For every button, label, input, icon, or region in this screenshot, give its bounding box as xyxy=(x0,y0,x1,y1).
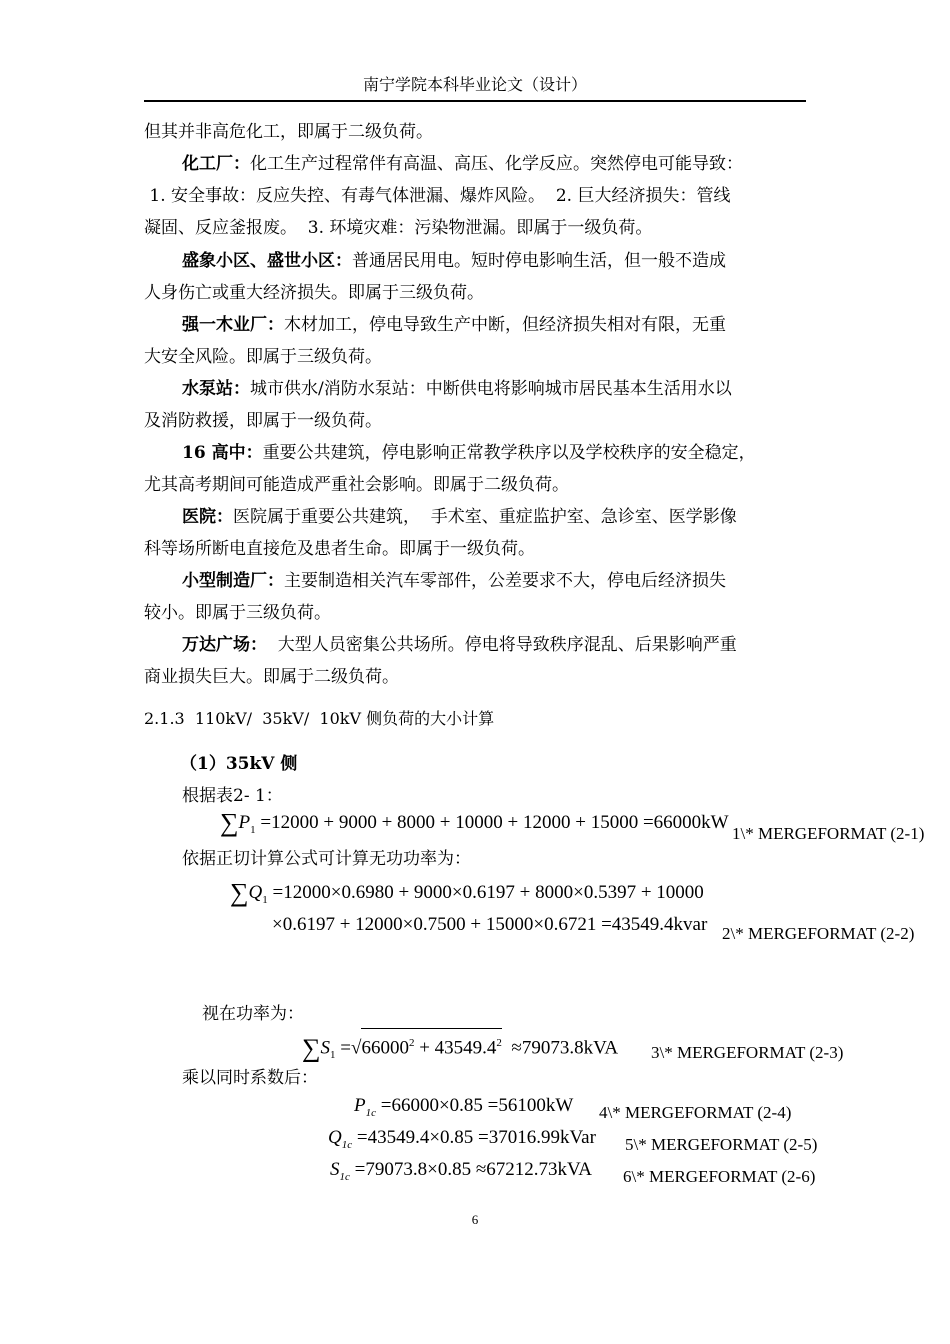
equation-2-5: $Q_{1c} =43549.4\times 0.85$ =37016.99kVar xyxy=(328,1127,596,1151)
paragraph-title: 水泵站： xyxy=(182,379,250,399)
paragraph-text: 科等场所断电直接危及患者生命。即属于一级负荷。 xyxy=(144,539,535,559)
paragraph-text: 人身伤亡或重大经济损失。即属于三级负荷。 xyxy=(144,283,484,303)
sub-heading: （1）35kV 侧 xyxy=(180,754,298,774)
equation-2-2: $\sum Q_1 =12000\times 0.6980 + 9000\times 0.6197 + 8000\times 0.5397 + 10000$ xyxy=(230,878,704,907)
paragraph-text: 1. 安全事故：反应失控、有毒气体泄漏、爆炸风险。 2. 巨大经济损失：管线 xyxy=(144,186,731,206)
paragraph-residential xyxy=(182,245,862,277)
paragraph-pump-station xyxy=(182,373,862,405)
paragraph-hospital xyxy=(182,501,862,533)
equation-2-1: $\sum P_1 =12000 + 9000 + 8000 + 10000 + 12000 + 15000 =66000kW$ xyxy=(220,808,729,837)
equation-2-4: $P_{1c} =66000\times 0.85 =56100kW$ xyxy=(354,1095,574,1119)
paragraph-text: 商业损失巨大。即属于二级负荷。 xyxy=(144,667,399,687)
paragraph-text: 视在功率为： xyxy=(202,1004,304,1024)
equation-tag: 5\* MERGEFORMAT (2-5) xyxy=(625,1135,818,1154)
paragraph-chemical-plant xyxy=(182,148,862,180)
paragraph-text: 主要制造相关汽车零部件，公差要求不大，停电后经济损失 xyxy=(284,571,726,591)
page-header: 南宁学院本科毕业论文（设计） xyxy=(362,75,587,94)
paragraph-text: 普通居民用电。短时停电影响生活，但一般不造成 xyxy=(352,251,726,271)
paragraph-text: 大安全风险。即属于三级负荷。 xyxy=(144,347,382,367)
paragraph-title: 16 高中： xyxy=(182,443,263,463)
equation-tag: 1\* MERGEFORMAT (2-1) xyxy=(732,824,925,843)
paragraph-title: 盛象小区、盛世小区： xyxy=(182,251,352,271)
equation-2-3: $\sum S_1 =√66000^2 + 43549.4^2 \approx 79073.8kVA$ xyxy=(302,1028,618,1068)
paragraph-text: 城市供水/消防水泵站：中断供电将影响城市居民基本生活用水以 xyxy=(250,379,732,399)
paragraph-text: 医院属于重要公共建筑， 手术室、重症监护室、急诊室、医学影像 xyxy=(233,507,737,527)
paragraph-text: 大型人员密集公共场所。停电将导致秩序混乱、后果影响严重 xyxy=(267,635,737,655)
paragraph-title: 化工厂： xyxy=(182,154,250,174)
paragraph-wood-factory xyxy=(182,309,862,341)
equation-tag: 3\* MERGEFORMAT (2-3) xyxy=(651,1043,844,1062)
paragraph-title: 强一木业厂： xyxy=(182,315,284,335)
paragraph-text: 凝固、反应釜报废。 3. 环境灾难：污染物泄漏。即属于一级负荷。 xyxy=(144,218,653,238)
section-heading: 2.1.3 110kV/ 35kV/ 10kV 侧负荷的大小计算 xyxy=(144,709,495,728)
paragraph-text: 及消防救援，即属于一级负荷。 xyxy=(144,411,382,431)
paragraph-text: 化工生产过程常伴有高温、高压、化学反应。突然停电可能导致： xyxy=(250,154,743,174)
paragraph-high-school xyxy=(182,437,862,469)
paragraph-text: 乘以同时系数后： xyxy=(182,1068,318,1088)
equation-tag: 6\* MERGEFORMAT (2-6) xyxy=(623,1167,816,1186)
paragraph-text: 木材加工，停电导致生产中断，但经济损失相对有限，无重 xyxy=(284,315,726,335)
page-number: 6 xyxy=(471,1212,479,1227)
equation-tag: 4\* MERGEFORMAT (2-4) xyxy=(599,1103,792,1122)
equation-2-6: $S_{1c} =79073.8\times 0.85 \approx 67212.73kVA$ xyxy=(330,1159,592,1183)
header-rule xyxy=(144,100,806,102)
paragraph-text: 重要公共建筑，停电影响正常教学秩序以及学校秩序的安全稳定， xyxy=(262,443,756,463)
paragraph-wanda-plaza xyxy=(182,629,862,661)
paragraph-text: 尤其高考期间可能造成严重社会影响。即属于二级负荷。 xyxy=(144,475,569,495)
paragraph-title: 小型制造厂： xyxy=(182,571,284,591)
equation-tag: 2\* MERGEFORMAT (2-2) xyxy=(722,924,915,943)
paragraph-text: 依据正切计算公式可计算无功功率为： xyxy=(182,849,471,869)
paragraph-title: 万达广场： xyxy=(182,635,267,655)
paragraph-text: 但其并非高危化工，即属于二级负荷。 xyxy=(144,122,433,142)
paragraph-text: 根据表2- 1： xyxy=(182,786,283,806)
equation-2-2-line2: ×0.6197 + 12000×0.7500 + 15000×0.6721 =43549.4kvar xyxy=(272,914,708,935)
paragraph-small-factory xyxy=(182,565,862,597)
paragraph-text: 较小。即属于三级负荷。 xyxy=(144,603,331,623)
paragraph-title: 医院： xyxy=(182,507,233,527)
